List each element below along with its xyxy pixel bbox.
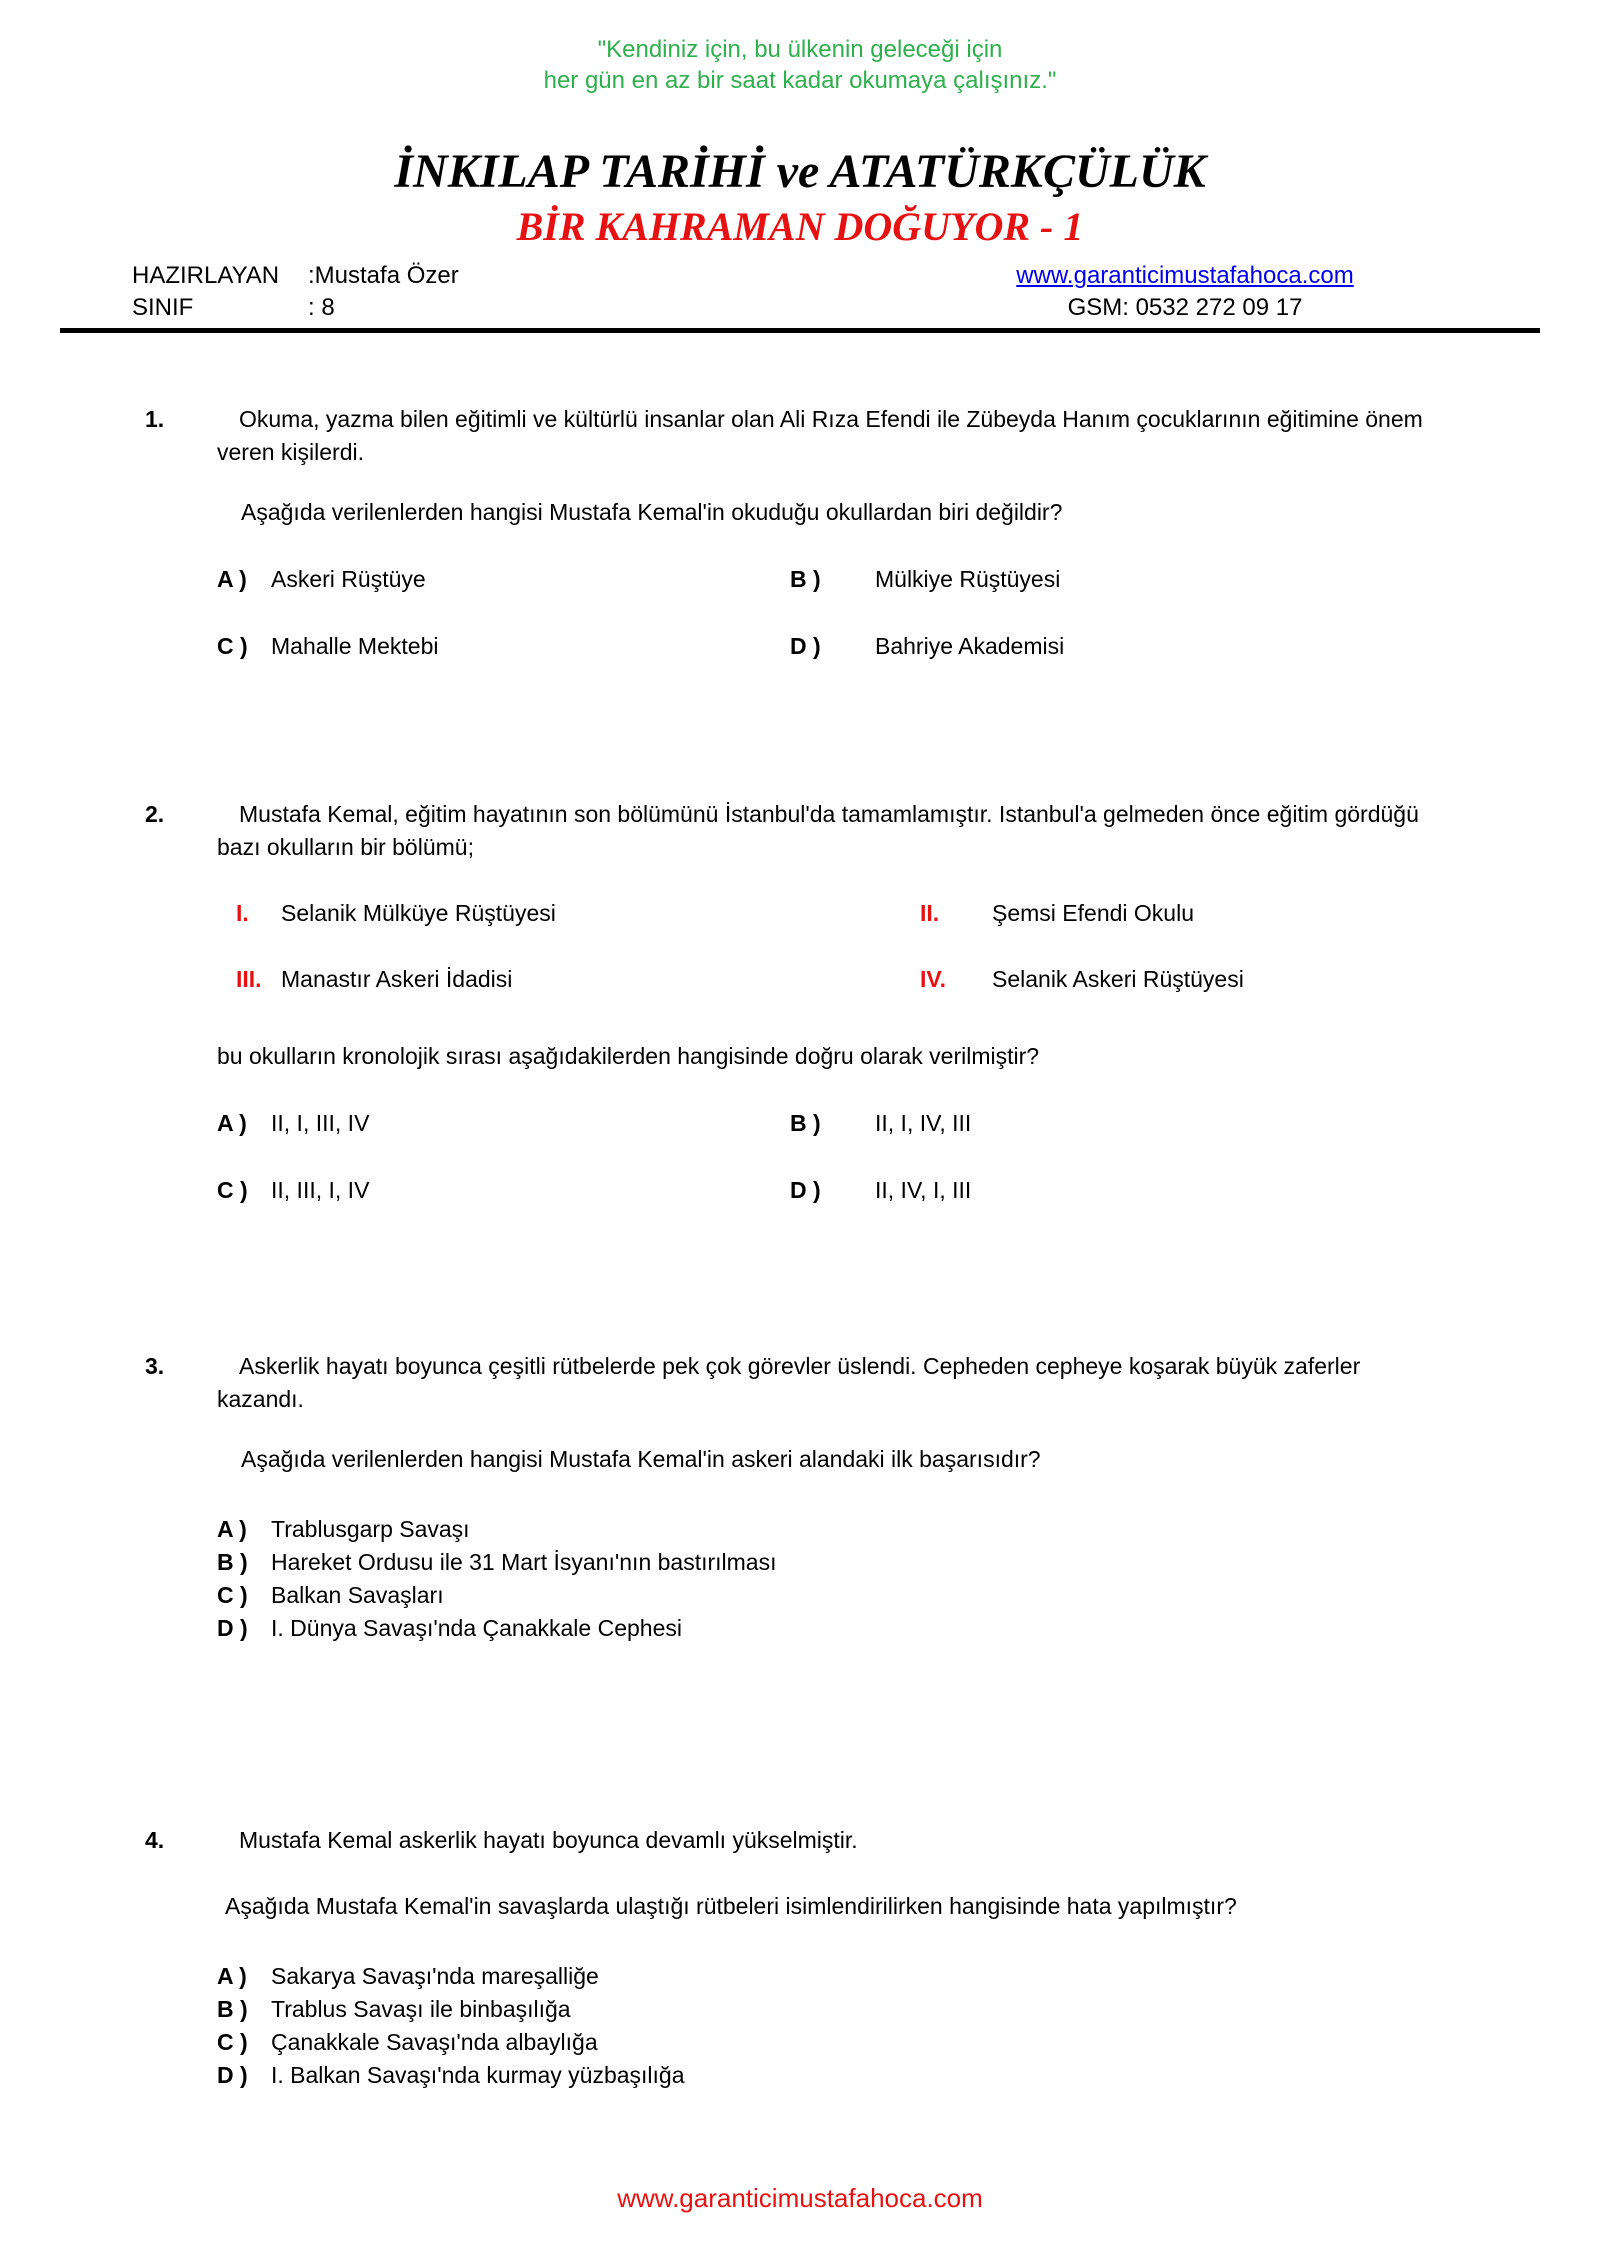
option-text: II, III, I, IV [271,1177,370,1203]
question-text: Mustafa Kemal askerlik hayatı boyunca devamlı yükselmiştir. [239,1827,858,1853]
option-text: Çanakkale Savaşı'nda albaylığa [271,2029,598,2055]
option-c [217,630,790,663]
option-label: B ) [790,566,821,592]
header-info [0,260,1600,324]
roman-numeral: IV. [920,966,947,992]
question-body [217,1824,1447,2092]
question-text: Askerlik hayatı boyunca çeşitli rütbelerde pek çok görevler üslendi. Cepheden cepheye koşarak büyük zaferler kazandı. [217,1353,1361,1412]
roman-item-row [217,897,1447,930]
roman-item-row [217,963,1447,996]
option-label: A ) [217,566,247,592]
roman-numeral: III. [236,966,262,992]
roman-item-3 [236,963,920,996]
quote-line-2: her gün en az bir saat kadar okumaya çalışınız." [543,67,1057,94]
option-c [217,1174,790,1207]
option-d [790,630,1064,663]
page-subtitle: BİR KAHRAMAN DOĞUYOR - 1 [516,204,1084,249]
option-d [790,1174,971,1207]
option-b [790,563,1060,596]
option-text: Sakarya Savaşı'nda mareşalliğe [271,1963,599,1989]
gsm-number: GSM: 0532 272 09 17 [1067,294,1303,321]
roman-text: Selanik Askeri Rüştüyesi [992,966,1244,992]
roman-item-2 [920,897,1194,930]
question-prompt: Aşağıda Mustafa Kemal'in savaşlarda ulaştığı rütbeleri isimlendirilirken hangisinde hata yapılmıştır? [225,1893,1237,1919]
question-number: 3. [145,1353,165,1379]
quote-line-1: "Kendiniz için, bu ülkenin geleceği için [597,36,1003,63]
option-d [217,1612,1447,1645]
class-value: : 8 [308,294,335,321]
class-label: SINIF [132,294,194,321]
question-body [217,798,1447,1207]
option-label: B ) [790,1110,821,1136]
header-divider [60,328,1540,333]
option-label: D ) [790,1177,821,1203]
question-body [217,1350,1447,1645]
option-a [217,563,790,596]
roman-item-1 [236,897,920,930]
option-label: A ) [217,1110,247,1136]
option-b [217,1546,1447,1579]
options-stack [217,1513,1447,1645]
option-label: D ) [217,1615,248,1641]
question-prompt: Aşağıda verilenlerden hangisi Mustafa Kemal'in askeri alandaki ilk başarısıdır? [241,1446,1041,1472]
header-info-right [985,260,1385,324]
option-c [217,1579,1447,1612]
option-label: A ) [217,1516,247,1542]
option-b [217,1993,1447,2026]
options-stack [217,1960,1447,2092]
question-1 [0,403,1600,663]
option-a [217,1513,1447,1546]
option-text: Trablusgarp Savaşı [271,1516,470,1542]
page-title: İNKILAP TARİHİ ve ATATÜRKÇÜLÜK [394,145,1206,198]
question-prompt: Aşağıda verilenlerden hangisi Mustafa Kemal'in okuduğu okullardan biri değildir? [241,499,1063,525]
option-text: Hareket Ordusu ile 31 Mart İsyanı'nın bastırılması [271,1549,777,1575]
option-d [217,2059,1447,2092]
option-text: Balkan Savaşları [271,1582,444,1608]
question-2 [0,798,1600,1207]
roman-item-4 [920,963,1244,996]
option-row [217,1107,1447,1140]
option-label: B ) [217,1549,248,1575]
roman-numeral: II. [920,900,940,926]
option-text: Bahriye Akademisi [875,633,1065,659]
option-text: I. Balkan Savaşı'nda kurmay yüzbaşılığa [271,2062,685,2088]
roman-text: Manastır Askeri İdadisi [281,966,513,992]
option-label: B ) [217,1996,248,2022]
roman-text: Şemsi Efendi Okulu [992,900,1194,926]
question-prompt: bu okulların kronolojik sırası aşağıdakilerden hangisinde doğru olarak verilmiştir? [217,1043,1040,1069]
roman-text: Selanik Mülküye Rüştüyesi [281,900,556,926]
option-b [790,1107,971,1140]
motivation-quote [0,0,1600,96]
option-label: D ) [217,2062,248,2088]
prepared-by-value: :Mustafa Özer [308,262,459,289]
option-text: II, IV, I, III [875,1177,972,1203]
option-a [217,1960,1447,1993]
option-row [217,630,1447,663]
option-text: Trablus Savaşı ile binbaşılığa [271,1996,571,2022]
question-3 [0,1350,1600,1645]
footer-website: www.garanticimustafahoca.com [617,2183,983,2213]
roman-numeral: I. [236,900,249,926]
question-4 [0,1824,1600,2092]
option-row [217,563,1447,596]
option-label: C ) [217,1177,248,1203]
prepared-by-label: HAZIRLAYAN [132,262,280,289]
option-row [217,1174,1447,1207]
option-label: C ) [217,1582,248,1608]
option-a [217,1107,790,1140]
question-text: Okuma, yazma bilen eğitimli ve kültürlü insanlar olan Ali Rıza Efendi ile Zübeyda Hanım çocuklarının eğitimine önem veren kişilerdi. [217,406,1423,465]
question-number: 4. [145,1827,165,1853]
question-body [217,403,1447,663]
option-c [217,2026,1447,2059]
option-label: C ) [217,633,248,659]
question-number: 1. [145,406,165,432]
option-text: Askeri Rüştüye [271,566,426,592]
option-label: A ) [217,1963,247,1989]
question-text: Mustafa Kemal, eğitim hayatının son bölümünü İstanbul'da tamamlamıştır. Istanbul'a gelmeden önce eğitim gördüğü bazı okulların bir bölümü; [217,801,1419,860]
question-number: 2. [145,801,165,827]
option-text: Mülkiye Rüştüyesi [875,566,1061,592]
option-text: II, I, III, IV [271,1110,370,1136]
option-text: I. Dünya Savaşı'nda Çanakkale Cephesi [271,1615,682,1641]
option-label: C ) [217,2029,248,2055]
website-link[interactable]: www.garanticimustafahoca.com [1016,262,1354,289]
option-text: Mahalle Mektebi [271,633,439,659]
option-label: D ) [790,633,821,659]
option-text: II, I, IV, III [875,1110,972,1136]
